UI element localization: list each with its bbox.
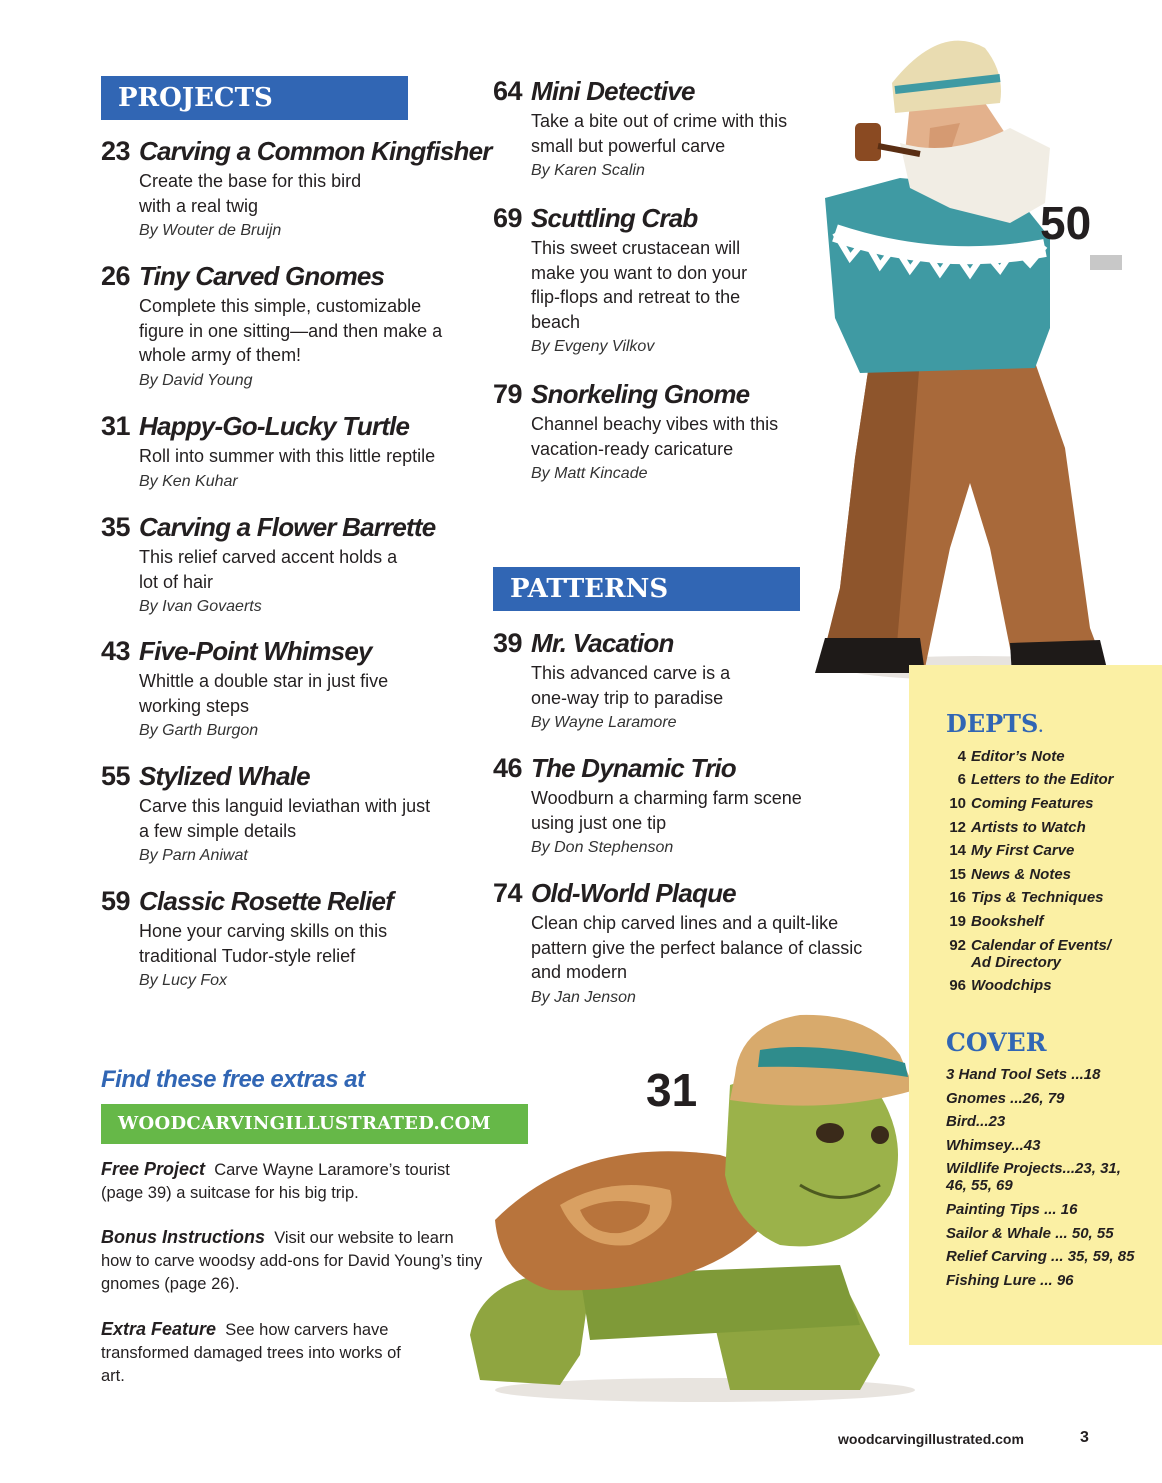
extra-item[interactable] bbox=[101, 1318, 421, 1388]
project-desc: Create the base for this bird with a real twig bbox=[139, 171, 362, 216]
project-byline: By Lucy Fox bbox=[139, 972, 228, 989]
project-desc: Whittle a double star in just five working steps bbox=[139, 671, 389, 716]
project-page: 55 bbox=[101, 761, 131, 791]
project-title: Happy-Go-Lucky Turtle bbox=[139, 411, 410, 441]
dept-item[interactable]: 6 Letters to the Editor bbox=[957, 771, 1114, 788]
cover-item[interactable]: Bird...23 bbox=[946, 1113, 1006, 1130]
projects-banner: PROJECTS bbox=[101, 76, 408, 120]
project-desc: Hone your carving skills on this traditional Tudor-style relief bbox=[139, 921, 388, 966]
extra-item[interactable] bbox=[101, 1158, 481, 1205]
project-page: 23 bbox=[101, 136, 131, 166]
project-title: Classic Rosette Relief bbox=[139, 886, 394, 916]
project-page: 43 bbox=[101, 636, 131, 666]
project-title: Five-Point Whimsey bbox=[139, 636, 372, 666]
extra-text: Visit our website to learn how to carve woodsy add-ons for David Young’s tiny gnomes (page 26). bbox=[101, 1229, 483, 1293]
project-byline: By Wouter de Bruijn bbox=[139, 222, 282, 239]
pattern-page: 46 bbox=[493, 753, 523, 783]
project-desc: Take a bite out of crime with this small but powerful carve bbox=[531, 111, 788, 156]
project-title: Snorkeling Gnome bbox=[531, 379, 750, 409]
project-byline: By Ken Kuhar bbox=[139, 472, 238, 490]
project-page: 26 bbox=[101, 261, 131, 291]
project-byline: By Matt Kincade bbox=[531, 465, 648, 482]
dept-item[interactable]: 14 My First Carve bbox=[949, 842, 1075, 859]
patterns-banner: PATTERNS bbox=[493, 567, 800, 611]
project-desc: Carve this languid leviathan with just a few simple details bbox=[139, 796, 431, 841]
project-title: Tiny Carved Gnomes bbox=[139, 261, 385, 291]
gray-tab bbox=[1090, 255, 1122, 270]
footer-url[interactable]: woodcarvingillustrated.com bbox=[838, 1431, 1024, 1447]
dept-item[interactable]: 10 Coming Features bbox=[949, 795, 1094, 812]
pattern-page: 39 bbox=[493, 628, 523, 658]
page-number: 3 bbox=[1080, 1429, 1089, 1446]
pattern-byline: By Jan Jenson bbox=[531, 988, 636, 1006]
dept-item[interactable]: 92 Calendar of Events/ Ad Directory bbox=[949, 937, 1112, 971]
cover-item[interactable]: Painting Tips ... 16 bbox=[946, 1201, 1078, 1218]
extras-heading: Find these free extras at bbox=[101, 1066, 365, 1093]
extra-text: See how carvers have transformed damaged trees into works of art. bbox=[101, 1321, 401, 1385]
project-title: Scuttling Crab bbox=[531, 203, 698, 233]
project-byline: By Parn Aniwat bbox=[139, 847, 248, 864]
project-byline: By Ivan Govaerts bbox=[139, 598, 262, 615]
sailor-page-label: 50 bbox=[1040, 197, 1092, 249]
project-desc: Complete this simple, customizable figure in one sitting—and then make a whole army of them! bbox=[139, 296, 443, 365]
dept-item[interactable]: 16 Tips & Techniques bbox=[949, 889, 1104, 906]
cover-item[interactable]: Relief Carving ... 35, 59, 85 bbox=[946, 1248, 1135, 1265]
pattern-desc: This advanced carve is a one-way trip to paradise bbox=[531, 663, 731, 708]
cover-item[interactable]: Fishing Lure ... 96 bbox=[946, 1272, 1074, 1289]
website-banner[interactable]: WOODCARVINGILLUSTRATED.COM bbox=[101, 1104, 528, 1144]
project-page: 31 bbox=[101, 411, 131, 441]
pattern-byline: By Wayne Laramore bbox=[531, 714, 677, 731]
cover-item[interactable]: Gnomes ...26, 79 bbox=[946, 1090, 1065, 1107]
project-title: Carving a Common Kingfisher bbox=[139, 136, 492, 166]
pattern-desc: Clean chip carved lines and a quilt-like pattern give the perfect balance of classic and modern bbox=[531, 913, 863, 982]
dept-item[interactable]: 4 Editor’s Note bbox=[957, 748, 1065, 765]
project-title: Stylized Whale bbox=[139, 761, 310, 791]
depts-panel bbox=[909, 665, 1162, 1345]
project-byline: By Evgeny Vilkov bbox=[531, 338, 655, 355]
dept-item[interactable]: 12 Artists to Watch bbox=[949, 819, 1086, 836]
pattern-byline: By Don Stephenson bbox=[531, 839, 674, 856]
sailor-carving-photo bbox=[800, 28, 1120, 683]
cover-heading: COVER bbox=[946, 1028, 1047, 1057]
project-byline: By Karen Scalin bbox=[531, 162, 645, 179]
project-title: Mini Detective bbox=[531, 76, 695, 106]
project-desc: Channel beachy vibes with this vacation-ready caricature bbox=[531, 414, 779, 459]
cover-item[interactable]: Wildlife Projects...23, 31, 46, 55, 69 bbox=[946, 1160, 1121, 1194]
dept-item[interactable]: 19 Bookshelf bbox=[949, 913, 1044, 930]
extra-label: Free Project bbox=[101, 1159, 206, 1179]
project-title: Carving a Flower Barrette bbox=[139, 512, 436, 542]
project-desc: This relief carved accent holds a lot of hair bbox=[139, 547, 398, 592]
project-desc: This sweet crustacean will make you want to don your flip-flops and retreat to the beach bbox=[531, 238, 748, 332]
extra-item[interactable] bbox=[101, 1226, 486, 1296]
cover-item[interactable]: Sailor & Whale ... 50, 55 bbox=[946, 1225, 1114, 1242]
cover-item[interactable]: 3 Hand Tool Sets ...18 bbox=[946, 1066, 1101, 1083]
project-byline: By David Young bbox=[139, 371, 253, 389]
pattern-title: Old-World Plaque bbox=[531, 878, 736, 908]
project-byline: By Garth Burgon bbox=[139, 722, 259, 739]
pattern-title: Mr. Vacation bbox=[531, 628, 674, 658]
depts-heading: DEPTS. bbox=[946, 709, 1044, 738]
pattern-title: The Dynamic Trio bbox=[531, 753, 736, 783]
project-desc: Roll into summer with this little reptile bbox=[139, 446, 436, 466]
extra-text: Carve Wayne Laramore’s tourist (page 39) a suitcase for his big trip. bbox=[101, 1161, 450, 1202]
project-page: 59 bbox=[101, 886, 131, 916]
project-page: 35 bbox=[101, 512, 131, 542]
extra-label: Bonus Instructions bbox=[101, 1227, 266, 1247]
project-page: 64 bbox=[493, 76, 523, 106]
dept-item[interactable]: 15 News & Notes bbox=[949, 866, 1072, 883]
extra-label: Extra Feature bbox=[101, 1319, 217, 1339]
pattern-desc: Woodburn a charming farm scene using just one tip bbox=[531, 788, 802, 833]
project-page: 69 bbox=[493, 203, 523, 233]
pattern-page: 74 bbox=[493, 878, 523, 908]
dept-item[interactable]: 96 Woodchips bbox=[949, 977, 1052, 994]
project-page: 79 bbox=[493, 379, 523, 409]
cover-item[interactable]: Whimsey...43 bbox=[946, 1137, 1041, 1154]
turtle-page-label: 31 bbox=[646, 1064, 698, 1116]
